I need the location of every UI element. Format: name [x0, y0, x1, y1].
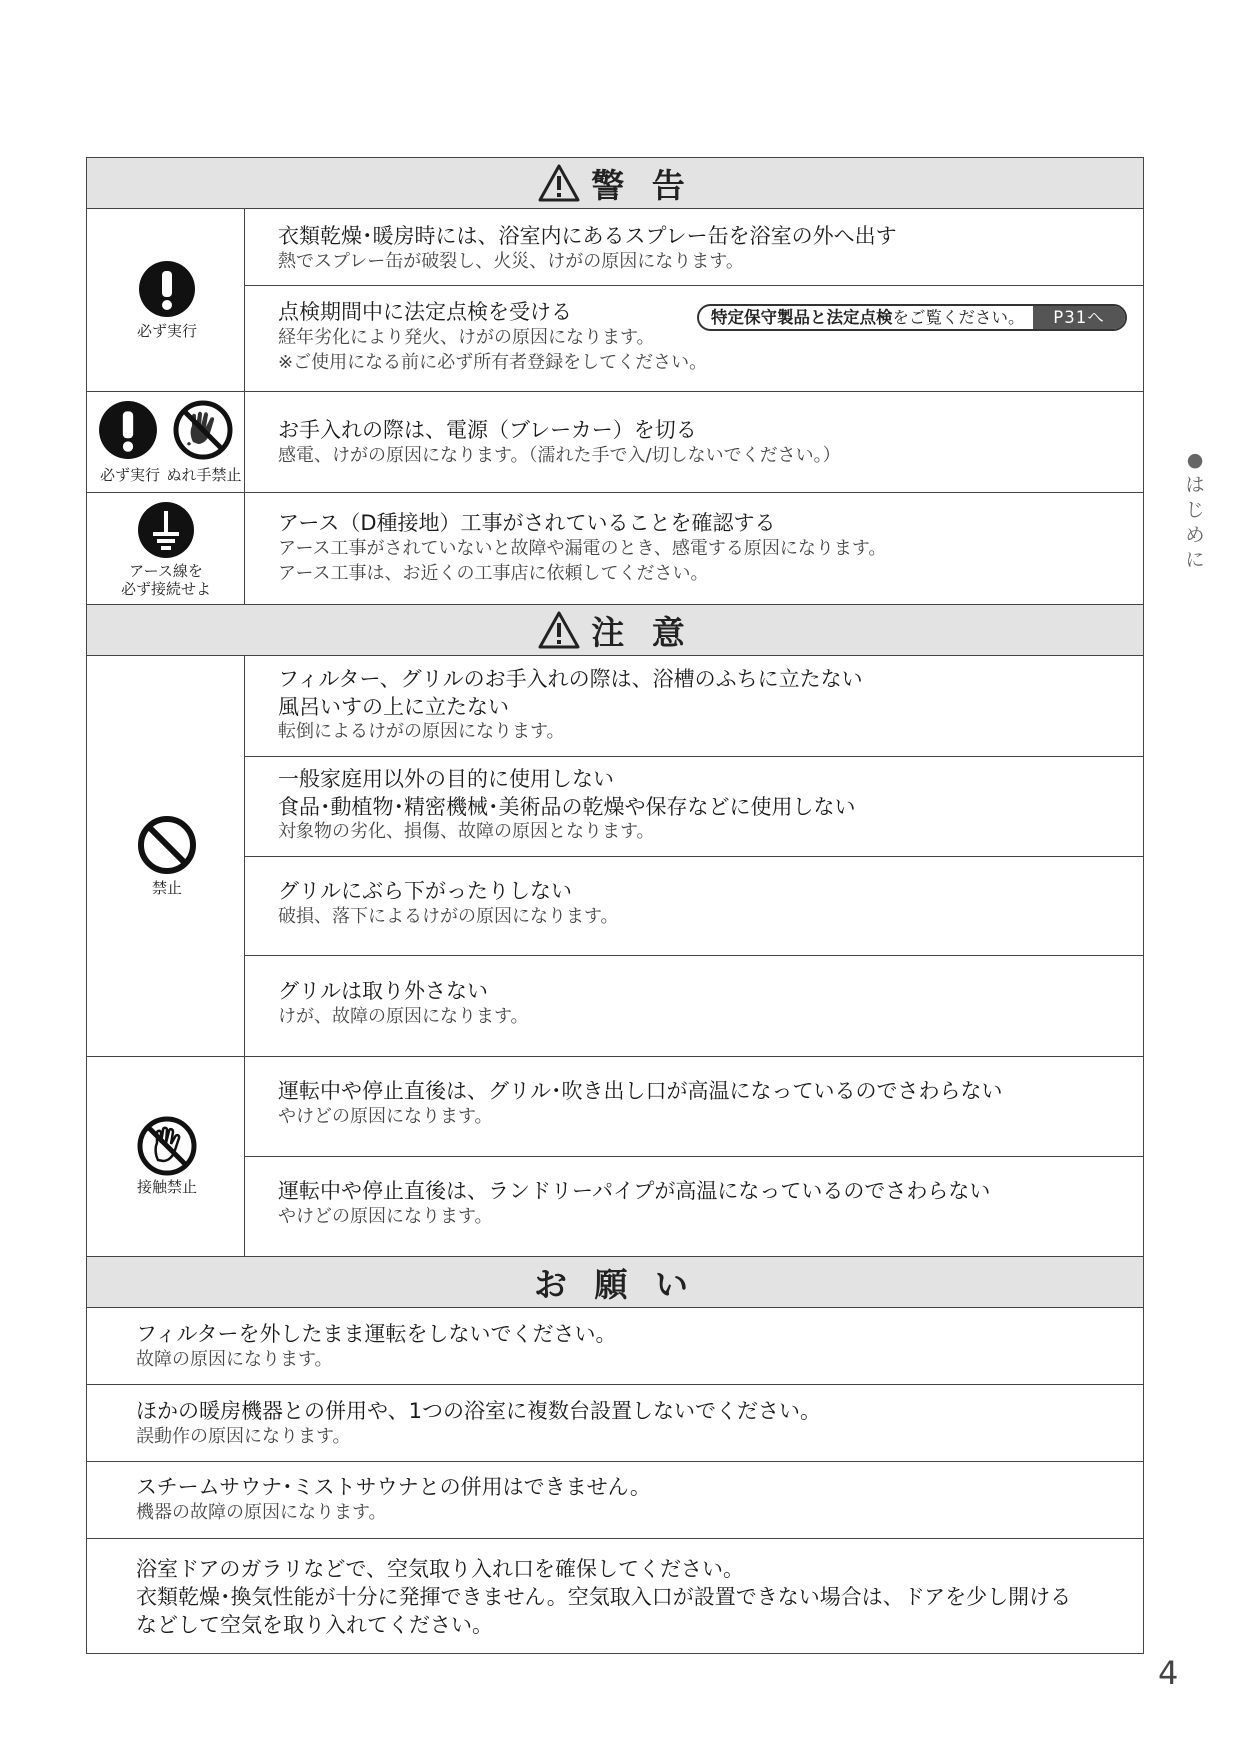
request-item-2-note: 誤動作の原因になります。 [136, 1426, 351, 1447]
ground-label-2: 必ず接続せよ [120, 580, 211, 598]
caution-item-1-title-2: 風呂いすの上に立たない [278, 695, 509, 719]
wet-hands-label: ぬれ手禁止 [166, 466, 242, 484]
caution-header [86, 604, 1144, 656]
warning-item-2-title: 点検期間中に法定点検を受ける [278, 300, 572, 324]
mandatory-label: 必ず実行 [99, 466, 160, 484]
caution-item-3-note: 破損、落下によるけがの原因になります。 [278, 906, 619, 927]
caution-item-4-note: けが、故障の原因になります。 [278, 1006, 529, 1027]
row-divider [86, 1384, 1144, 1385]
caution-item-1-note: 転倒によるけがの原因になります。 [278, 721, 565, 742]
caution-item-2-title-2: 食品･動植物･精密機械･美術品の乾燥や保存などに使用しない [278, 795, 856, 819]
warning-item-3-note: 感電、けがの原因になります。（濡れた手で入/切しないでください。） [278, 445, 841, 466]
request-header [86, 1256, 1144, 1308]
side-tab-char: め [1185, 524, 1205, 546]
page-number: 4 [1158, 1654, 1179, 1692]
warning-title: 警 告 [591, 165, 693, 205]
row-divider [86, 1056, 1144, 1057]
caution-item-1-title-1: フィルター、グリルのお手入れの際は、浴槽のふちに立たない [278, 667, 863, 691]
warning-item-4-note-2: アース工事は、お近くの工事店に依頼してください。 [278, 563, 709, 584]
prohibited-icon [137, 815, 197, 875]
caution-item-5-title: 運転中や停止直後は、グリル･吹き出し口が高温になっているのでさわらない [278, 1079, 1003, 1103]
side-tab-char: は [1185, 474, 1205, 496]
caution-item-3-title: グリルにぶら下がったりしない [278, 879, 572, 903]
no-touch-icon [137, 1116, 197, 1176]
caution-item-2-title-1: 一般家庭用以外の目的に使用しない [278, 767, 614, 791]
warning-item-1-note: 熱でスプレー缶が破裂し、火災、けがの原因になります。 [278, 251, 744, 272]
mandatory-action-icon [98, 400, 158, 460]
warning-item-1-title: 衣類乾燥･暖房時には、浴室内にあるスプレー缶を浴室の外へ出す [278, 224, 897, 248]
caution-item-6-note: やけどの原因になります。 [278, 1206, 493, 1227]
side-tab-char: に [1185, 549, 1205, 571]
row-divider [86, 391, 1144, 392]
warning-header [86, 157, 1144, 209]
no-wet-hands-icon [173, 400, 233, 460]
request-item-2-text: ほかの暖房機器との併用や、1つの浴室に複数台設置しないでください。 [136, 1399, 821, 1423]
column-divider [244, 209, 245, 604]
reference-text: をご覧ください。 [892, 308, 1025, 327]
warning-item-2-note-2: ※ご使用になる前に必ず所有者登録をしてください。 [278, 352, 708, 373]
warning-item-2-note-1: 経年劣化により発火、けがの原因になります。 [278, 327, 655, 348]
reference-link[interactable] [697, 304, 1127, 331]
warning-item-4-title: アース（D種接地）工事がされていることを確認する [278, 511, 776, 535]
caution-item-5-note: やけどの原因になります。 [278, 1106, 493, 1127]
caution-triangle-icon [537, 610, 581, 650]
row-divider [86, 1461, 1144, 1462]
warning-triangle-icon [537, 163, 581, 203]
request-item-3-note: 機器の故障の原因になります。 [136, 1502, 387, 1523]
warning-item-3-title: お手入れの際は、電源（ブレーカー）を切る [278, 418, 697, 442]
prohibited-label: 禁止 [151, 879, 182, 897]
caution-item-4-title: グリルは取り外さない [278, 979, 488, 1003]
row-divider [244, 856, 1144, 857]
warning-item-4-note-1: アース工事がされていないと故障や漏電のとき、感電する原因になります。 [278, 538, 887, 559]
side-tab-bullet: ● [1186, 449, 1204, 471]
row-divider [244, 756, 1144, 757]
request-title: お 願 い [534, 1264, 696, 1304]
caution-item-2-note: 対象物の劣化、損傷、故障の原因となります。 [278, 821, 655, 842]
request-item-4-line-3: などして空気を取り入れてください。 [136, 1613, 493, 1637]
caution-title: 注 意 [591, 612, 693, 652]
row-divider [86, 1538, 1144, 1539]
side-tab-char: じ [1185, 499, 1205, 521]
request-item-3-text: スチームサウナ･ミストサウナとの併用はできません。 [136, 1475, 651, 1499]
reference-bold: 特定保守製品と法定点検 [711, 308, 893, 327]
row-divider [244, 1156, 1144, 1157]
mandatory-action-icon [138, 260, 196, 318]
ground-label-1: アース線を [129, 562, 203, 580]
side-section-tab [1184, 448, 1206, 573]
request-item-1-text: フィルターを外したまま運転をしないでください。 [136, 1322, 617, 1346]
ground-connection-icon [137, 501, 195, 559]
column-divider [244, 656, 245, 1256]
reference-page: P31へ [1033, 306, 1125, 329]
row-divider [86, 492, 1144, 493]
request-item-4-line-1: 浴室ドアのガラリなどで、空気取り入れ口を確保してください。 [136, 1557, 744, 1581]
mandatory-label: 必ず実行 [136, 322, 197, 340]
request-item-4-line-2: 衣類乾燥･換気性能が十分に発揮できません。空気取入口が設置できない場合は、ドアを少し開ける [136, 1585, 1072, 1609]
row-divider [244, 955, 1144, 956]
row-divider [244, 285, 1144, 286]
request-item-1-note: 故障の原因になります。 [136, 1349, 333, 1370]
caution-item-6-title: 運転中や停止直後は、ランドリーパイプが高温になっているのでさわらない [278, 1179, 991, 1203]
no-touch-label: 接触禁止 [136, 1178, 197, 1196]
